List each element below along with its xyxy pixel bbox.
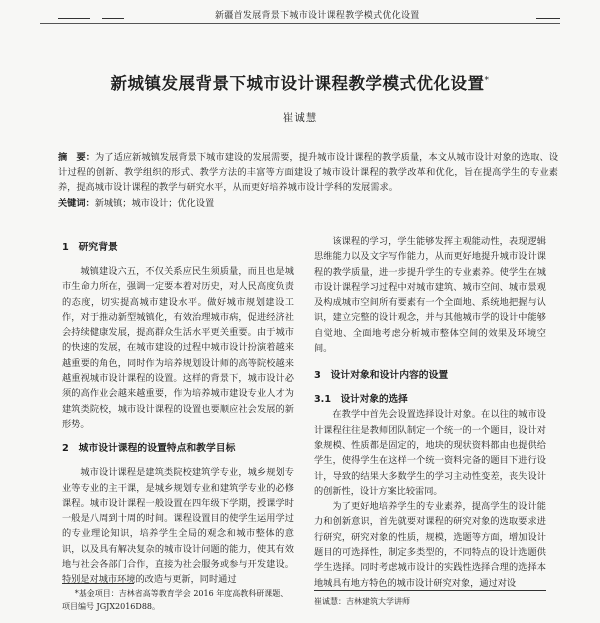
section-3-heading: 3 设计对象和设计内容的设置 bbox=[314, 370, 449, 382]
keywords-text: 新城镇；城市设计；优化设置 bbox=[94, 198, 215, 209]
author-note-rule bbox=[314, 590, 546, 591]
section-2-heading: 2 城市设计课程的设置特点和教学目标 bbox=[62, 443, 236, 455]
section-3-1-paragraph-1: 在教学中首先会设置选择设计对象。在以往的城市设计课程往往是教师团队制定一个统一的一个题目，设计对象规模、性质都是固定的，地块的现状资料都由也提供给学生，使得学生在这样一个统一资料完备的题目下进行设计，导致的结果大多数学生的学习主动性变差，丧失设计的创新性，设计方案比较雷同。 bbox=[314, 409, 546, 497]
title-footnote-mark: * bbox=[484, 75, 490, 86]
abstract-label: 摘 要： bbox=[58, 152, 96, 163]
running-header-title: 新疆首发展背景下城市设计课程教学模式优化设置 bbox=[215, 11, 420, 21]
footnote-rule bbox=[62, 583, 134, 584]
right-column bbox=[314, 234, 546, 591]
author-name: 崔诚慧 bbox=[282, 112, 318, 124]
paper-title-text: 新城镇发展背景下城市设计课程教学模式优化设置 bbox=[110, 74, 485, 93]
left-column bbox=[62, 240, 294, 588]
footnote-funding: *基金项目：吉林省高等教育学会 2016 年度高教科研课题、项目编号 JGJX2016D88。 bbox=[62, 589, 289, 611]
running-header bbox=[40, 6, 560, 22]
continued-paragraph: 该课程的学习，学生能够发挥主观能动性，表现逻辑思维能力以及文字写作能力，从而更好地提升城市设计课程的教学质量，进一步提升学生的专业素养。使学生在城市设计课程学习过程中对城市建筑、城市空间、城市景观及构成城市空间所有要素有一个全面地、系统地把握与认识，建立完整的设计观念，并与其他城市学的设计中能够自觉地、全面地考虑分析城市整体空间的效果及环境空间。 bbox=[314, 236, 546, 355]
section-3-1-paragraph-2: 为了更好地培养学生的专业素养，提高学生的设计能力和创新意识，首先就要对课程的研究对象的选取要求进行研究，研究对象的性质，规模，选题等方面，增加设计题目的可选择性，制定多类型的，不同特点的设计选题供学生选择。同时考虑城市设计的实践性选择合理的选择本地城具有地方特色的城市设计研究对象，通过对设 bbox=[314, 501, 546, 589]
header-rule-middle bbox=[102, 18, 124, 19]
header-rule-left bbox=[58, 18, 90, 19]
keywords bbox=[58, 196, 558, 211]
author-note: 崔诚慧：吉林建筑大学讲师 bbox=[314, 597, 410, 606]
footnote bbox=[62, 587, 294, 613]
section-1-heading: 1 研究背景 bbox=[62, 242, 118, 253]
abstract-text: 为了适应新城镇发展背景下城市建设的发展需要，提升城市设计课程的教学质量，本文从城市设计对象的选取、设计过程的创新、教学组织的形式、教学方法的丰富等方面建设了城市设计课程的教学改革和优化，旨在提高学生的专业素养，提高城市设计课程的教学与研究水平，从而更好培养城市设计学科的发展需求。 bbox=[58, 152, 559, 193]
header-underline bbox=[40, 23, 560, 24]
abstract bbox=[58, 150, 558, 195]
section-3-1-heading: 3.1 设计对象的选择 bbox=[314, 394, 408, 406]
keywords-label: 关键词： bbox=[58, 198, 95, 209]
paper-title bbox=[40, 70, 560, 94]
header-rule-right bbox=[536, 18, 560, 19]
section-2-paragraph: 城市设计课程是建筑类院校建筑学专业，城乡规划专业等专业的主干课，是城乡规划专业和建筑学专业的必修课程。城市设计课程一般设置在四年级下学期，授课学时一般是八周到十周的时间。课程设置目的使学生运用学过的专业理论知识，培养学生全局的观念和城市整体的意识，以及具有解决复杂的城市设计问题的能力，使其有效地与社会各部门合作，直接为社会服务或参与开发建设。特别是对城市环境的改造与更新，同时通过 bbox=[62, 467, 294, 586]
section-1-paragraph: 城镇建设六五，不仅关系应民生须质量，而且也是城市生命力所在，强调一定要本着对历史，对人民高度负责的态度，切实提高城市建设水平。做好城市规划建设工作，对于推动新型城镇化，有效治理城市病，促进经济社会持续健康发展，提高群众生活水平更关重要。由于城市的快速的发展，在城市建设的过程中城市设计扮演着越来越重要的角色，同时作为培养规划设计师的高等院校越来越重视城市设计课程的设置。这样的背景下，城市设计必须的高作业会越来越重要，作为培养城市建设专业人才为建筑类院校，城市设计课程的设置也要顺应社会发展的新形势。 bbox=[62, 266, 294, 430]
